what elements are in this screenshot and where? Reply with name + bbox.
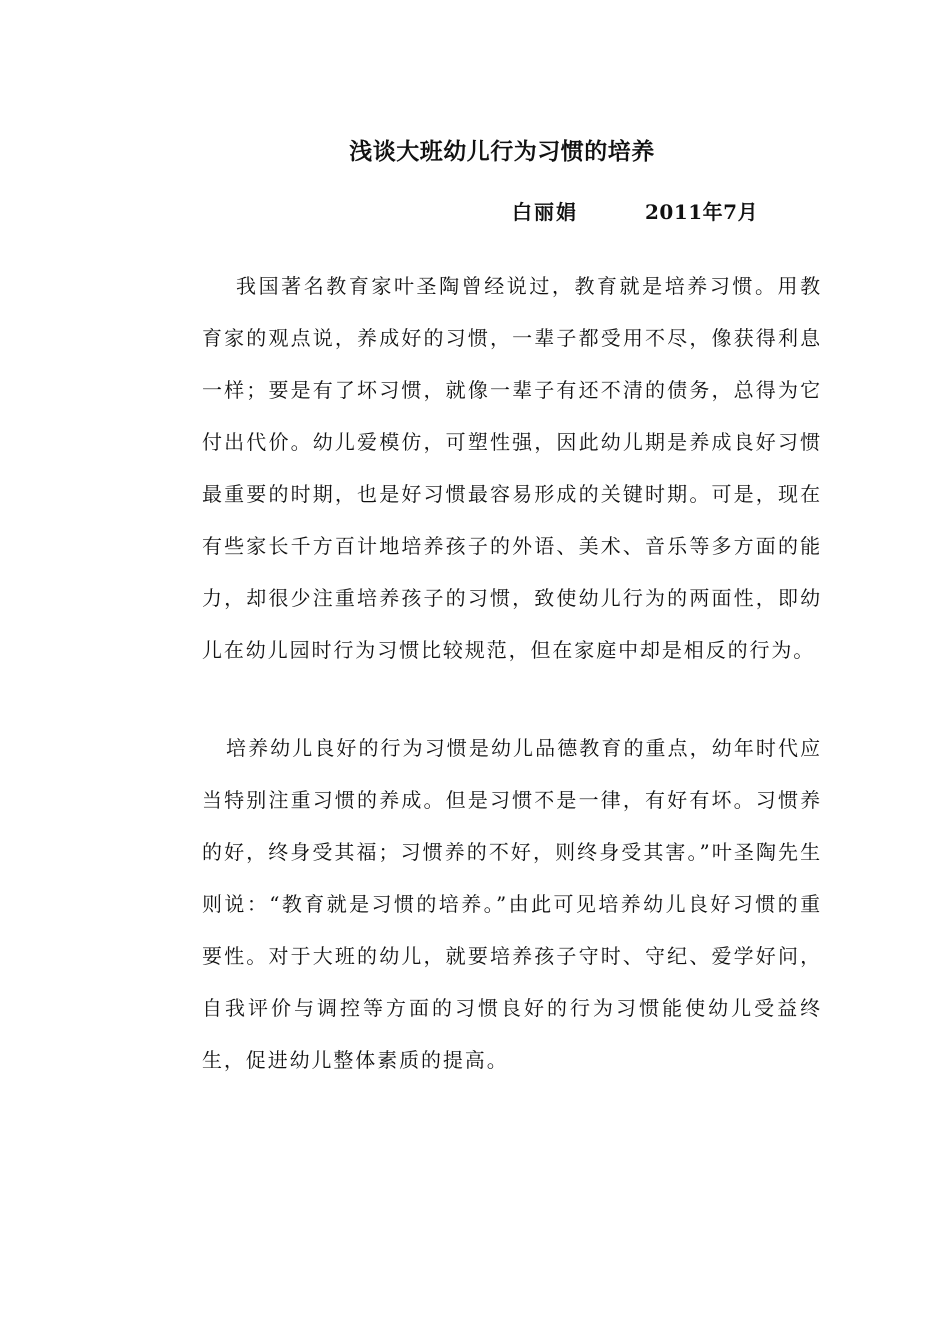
body-paragraph-1: 我国著名教育家叶圣陶曾经说过，教育就是培养习惯。用教育家的观点说，养成好的习惯，一辈子都受用不尽，像获得利息一样；要是有了坏习惯，就像一辈子有还不清的债务，总得为它付出代价。幼儿爱模仿，可塑性强，因此幼儿期是养成良好习惯最重要的时期，也是好习惯最容易形成的关键时期。可是，现在有些家长千方百计地培养孩子的外语、美术、音乐等多方面的能力，却很少注重培养孩子的习惯，致使幼儿行为的两面性，即幼儿在幼儿园时行为习惯比较规范，但在家庭中却是相反的行为。 [202,274,822,662]
body-paragraph-2: 培养幼儿良好的行为习惯是幼儿品德教育的重点，幼年时代应当特别注重习惯的养成。但是习惯不是一律，有好有坏。习惯养的好，终身受其福；习惯养的不好，则终身受其害。”叶圣陶先生则说：“教育就是习惯的培养。”由此可见培养幼儿良好习惯的重要性。对于大班的幼儿，就要培养孩子守时、守纪、爱学好问，自我评价与调控等方面的习惯良好的行为习惯能使幼儿受益终生，促进幼儿整体素质的提高。 [202,736,822,1072]
author-name: 白丽娟 [512,200,578,224]
document-title: 浅谈大班幼儿行为习惯的培养 [349,139,655,165]
document-date: 2011年7月 [645,200,759,224]
